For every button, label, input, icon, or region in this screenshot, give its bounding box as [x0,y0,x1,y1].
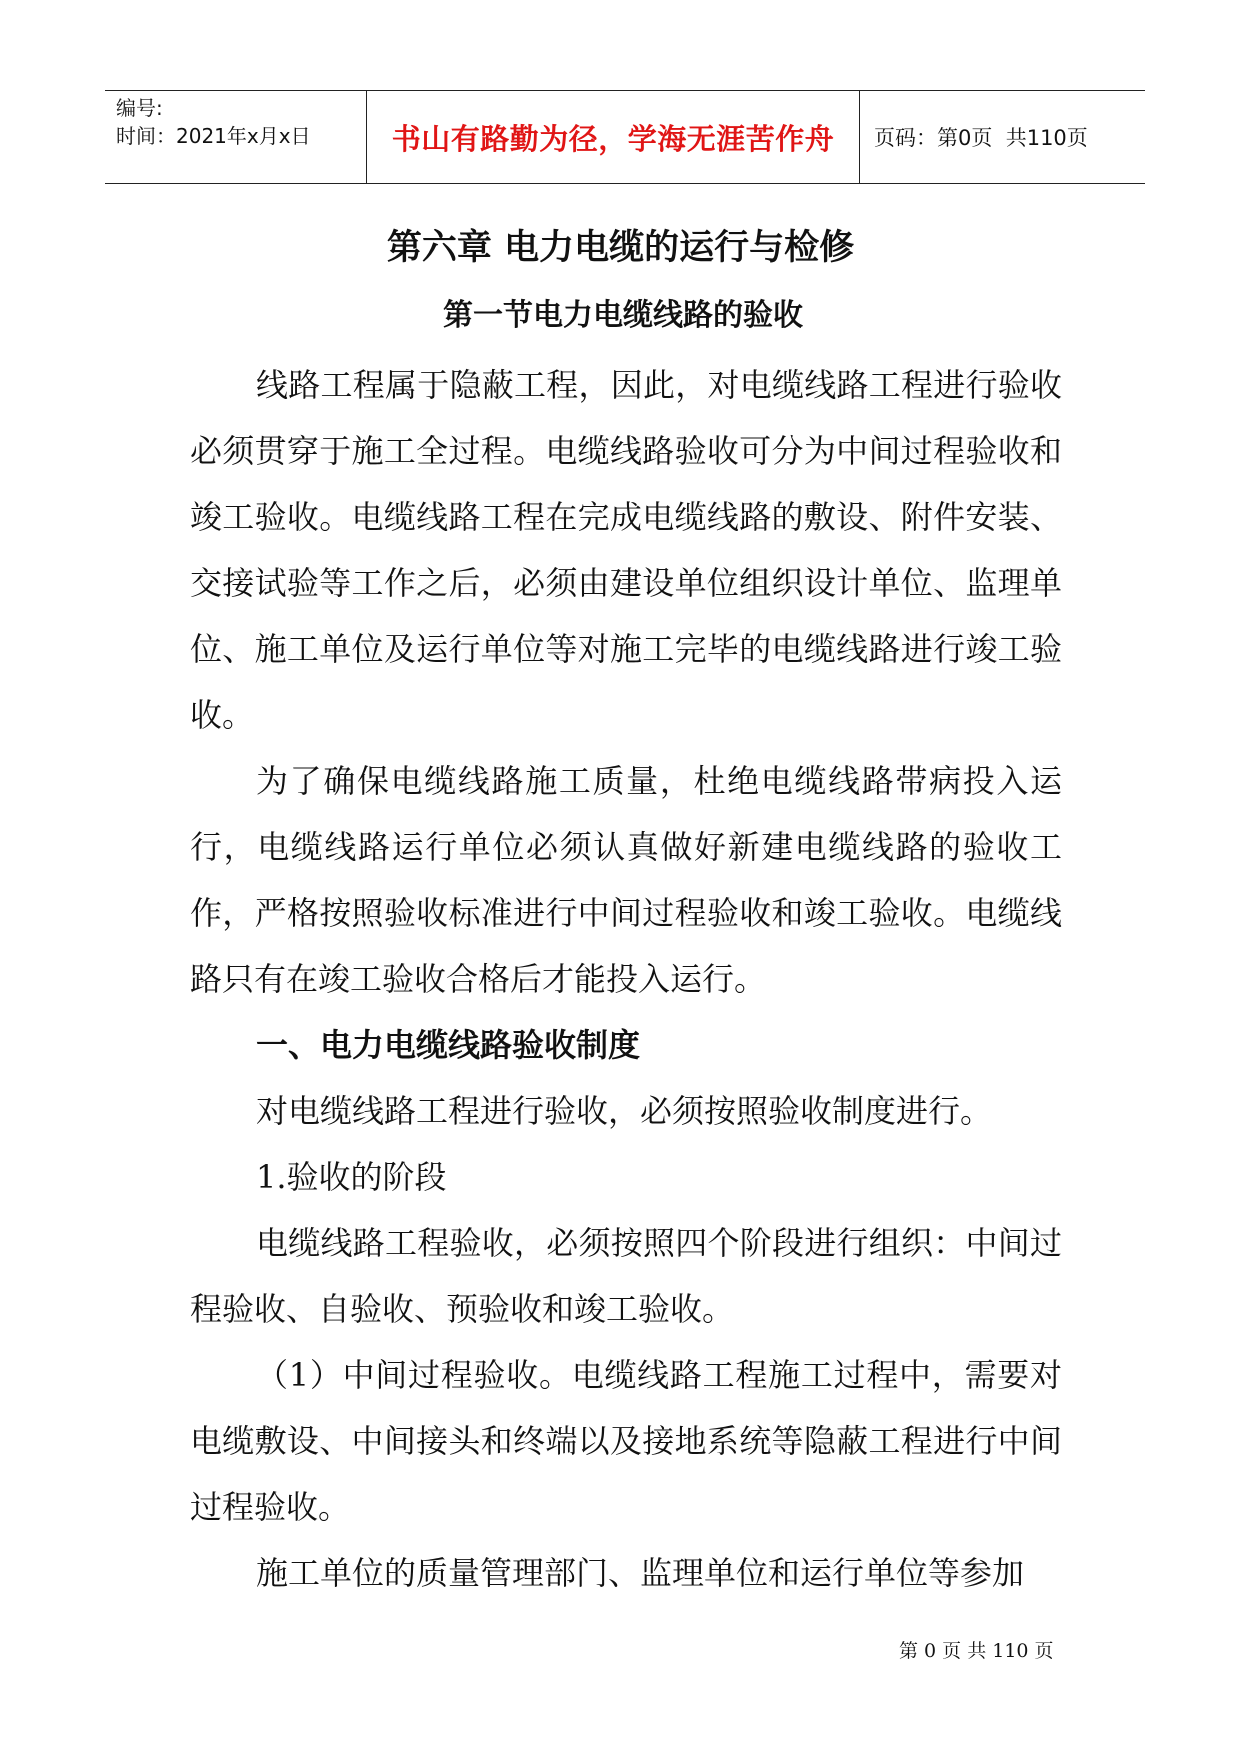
paragraph: 1.验收的阶段 [256,1158,447,1196]
header-meta [105,91,367,183]
header-page-code [860,91,1145,183]
paragraph: 对电缆线路工程进行验收，必须按照验收制度进行。 [256,1092,993,1130]
section-title: 第一节电力电缆线路的验收 [443,298,803,333]
chapter-title: 第六章 电力电缆的运行与检修 [386,228,855,268]
page-header [105,90,1145,184]
doc-number-label: 编号: [116,96,163,120]
paragraph: （1）中间过程验收。电缆线路工程施工过程中，需要对电缆敷设、中间接头和终端以及接地系统等隐蔽工程进行中间过程验收。 [190,1356,1062,1526]
paragraph: 电缆线路工程验收，必须按照四个阶段进行组织：中间过程验收、自验收、预验收和竣工验收。 [190,1224,1062,1328]
page-code-text: 页码：第0页 共110页 [874,126,1088,150]
document-body [190,352,1062,1606]
paragraph: 施工单位的质量管理部门、监理单位和运行单位等参加 [256,1554,1025,1592]
section-heading: 一、电力电缆线路验收制度 [256,1026,641,1064]
header-motto: 书山有路勤为径，学海无涯苦作舟 [367,91,860,183]
doc-time: 时间：2021年x月x日 [116,124,311,148]
paragraph: 为了确保电缆线路施工质量，杜绝电缆线路带病投入运行，电缆线路运行单位必须认真做好新建电缆线路的验收工作，严格按照验收标准进行中间过程验收和竣工验收。电缆线路只有在竣工验收合格后才能投入运行。 [190,762,1062,998]
paragraph: 线路工程属于隐蔽工程，因此，对电缆线路工程进行验收必须贯穿于施工全过程。电缆线路验收可分为中间过程验收和竣工验收。电缆线路工程在完成电缆线路的敷设、附件安装、交接试验等工作之后，必须由建设单位组织设计单位、监理单位、施工单位及运行单位等对施工完毕的电缆线路进行竣工验收。 [190,366,1062,734]
page-footer: 第 0 页 共 110 页 [899,1640,1054,1662]
